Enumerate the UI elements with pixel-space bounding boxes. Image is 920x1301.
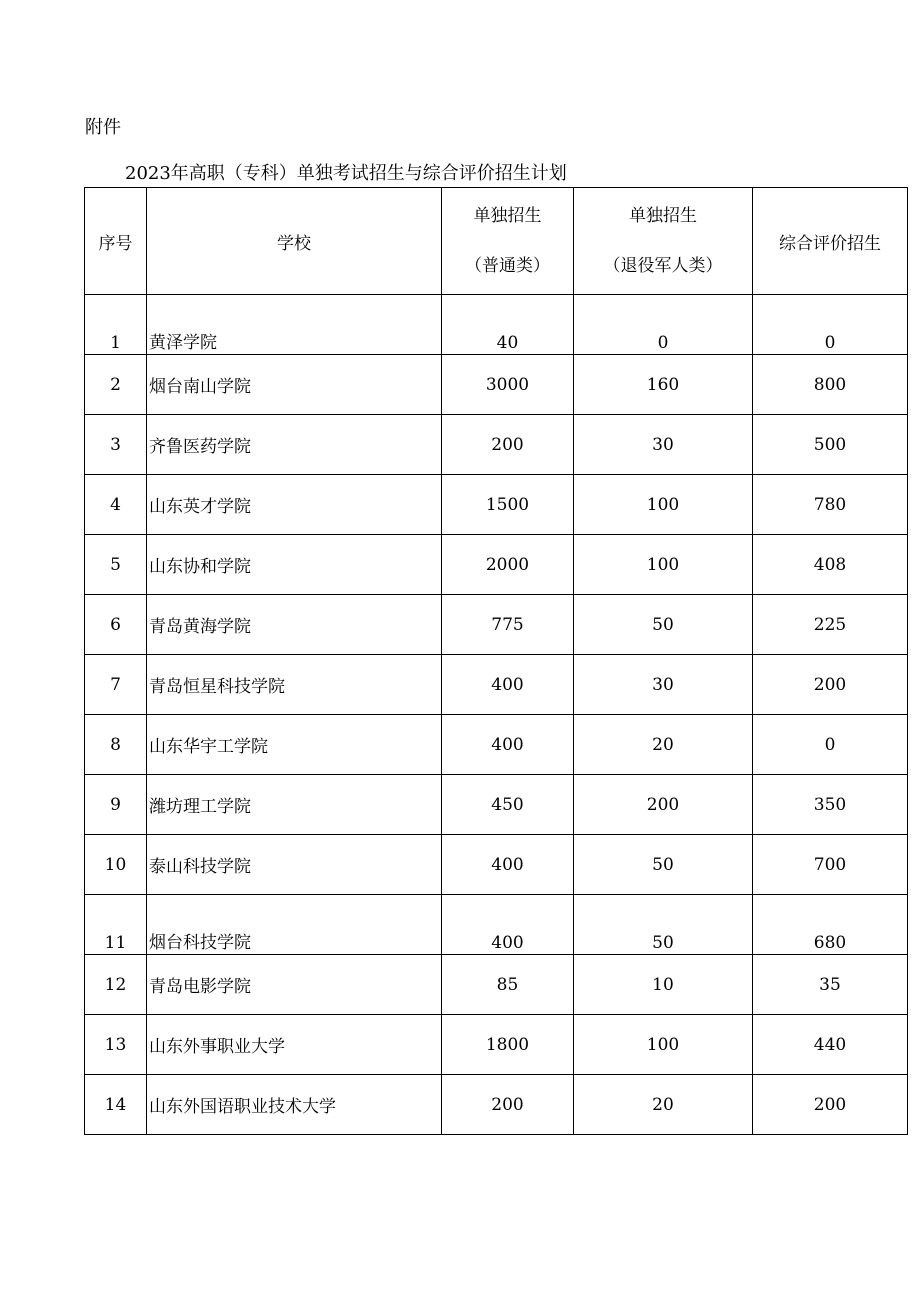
cell-independent-veteran: 100 (574, 535, 753, 595)
cell-school-name: 山东华宇工学院 (147, 715, 442, 775)
cell-serial-number: 13 (85, 1015, 147, 1075)
cell-independent-general: 85 (442, 955, 574, 1015)
cell-serial-number: 10 (85, 835, 147, 895)
cell-independent-veteran: 100 (574, 1015, 753, 1075)
cell-independent-general: 200 (442, 415, 574, 475)
cell-comprehensive-evaluation: 350 (753, 775, 908, 835)
cell-comprehensive-evaluation: 200 (753, 1075, 908, 1135)
table-row (85, 595, 908, 655)
cell-serial-number: 5 (85, 535, 147, 595)
cell-independent-general: 450 (442, 775, 574, 835)
cell-comprehensive-evaluation: 700 (753, 835, 908, 895)
cell-independent-general: 400 (442, 655, 574, 715)
cell-independent-veteran: 20 (574, 715, 753, 775)
cell-comprehensive-evaluation: 500 (753, 415, 908, 475)
cell-independent-veteran: 30 (574, 655, 753, 715)
table-row (85, 475, 908, 535)
cell-independent-veteran: 50 (574, 895, 753, 955)
cell-independent-veteran: 30 (574, 415, 753, 475)
table-row (85, 955, 908, 1015)
cell-school-name: 山东协和学院 (147, 535, 442, 595)
cell-school-name: 烟台科技学院 (147, 895, 442, 955)
cell-serial-number: 12 (85, 955, 147, 1015)
cell-serial-number: 14 (85, 1075, 147, 1135)
cell-independent-general: 1800 (442, 1015, 574, 1075)
cell-comprehensive-evaluation: 800 (753, 355, 908, 415)
header-independent-veteran-line1: 单独招生 (629, 206, 697, 226)
cell-school-name: 青岛恒星科技学院 (147, 655, 442, 715)
cell-independent-veteran: 20 (574, 1075, 753, 1135)
cell-comprehensive-evaluation: 440 (753, 1015, 908, 1075)
cell-independent-general: 400 (442, 835, 574, 895)
cell-independent-general: 1500 (442, 475, 574, 535)
table-row (85, 775, 908, 835)
table-row (85, 415, 908, 475)
cell-serial-number: 1 (85, 295, 147, 355)
cell-serial-number: 4 (85, 475, 147, 535)
cell-independent-veteran: 160 (574, 355, 753, 415)
cell-comprehensive-evaluation: 200 (753, 655, 908, 715)
enrollment-plan-table (84, 187, 908, 1135)
cell-independent-veteran: 10 (574, 955, 753, 1015)
table-row (85, 1075, 908, 1135)
table-row (85, 295, 908, 355)
cell-comprehensive-evaluation: 35 (753, 955, 908, 1015)
cell-independent-general: 775 (442, 595, 574, 655)
cell-serial-number: 7 (85, 655, 147, 715)
cell-comprehensive-evaluation: 0 (753, 295, 908, 355)
header-school: 学校 (147, 188, 442, 295)
header-independent-general-line1: 单独招生 (473, 206, 542, 226)
cell-independent-veteran: 100 (574, 475, 753, 535)
header-independent-general-line2: （普通类） (465, 256, 550, 276)
cell-school-name: 烟台南山学院 (147, 355, 442, 415)
table-row (85, 535, 908, 595)
cell-comprehensive-evaluation: 680 (753, 895, 908, 955)
header-independent-veteran (574, 188, 753, 295)
table-row (85, 655, 908, 715)
cell-school-name: 山东外事职业大学 (147, 1015, 442, 1075)
cell-comprehensive-evaluation: 225 (753, 595, 908, 655)
cell-school-name: 山东英才学院 (147, 475, 442, 535)
cell-school-name: 山东外国语职业技术大学 (147, 1075, 442, 1135)
table-row (85, 1015, 908, 1075)
cell-serial-number: 2 (85, 355, 147, 415)
table-row (85, 715, 908, 775)
cell-school-name: 齐鲁医药学院 (147, 415, 442, 475)
cell-independent-veteran: 0 (574, 295, 753, 355)
cell-serial-number: 6 (85, 595, 147, 655)
cell-serial-number: 3 (85, 415, 147, 475)
cell-independent-general: 400 (442, 895, 574, 955)
cell-school-name: 青岛黄海学院 (147, 595, 442, 655)
cell-comprehensive-evaluation: 780 (753, 475, 908, 535)
table-header-row (85, 188, 908, 295)
cell-independent-general: 40 (442, 295, 574, 355)
cell-independent-veteran: 50 (574, 595, 753, 655)
cell-independent-general: 2000 (442, 535, 574, 595)
header-comprehensive-evaluation: 综合评价招生 (753, 188, 908, 295)
header-independent-general (442, 188, 574, 295)
cell-serial-number: 11 (85, 895, 147, 955)
cell-comprehensive-evaluation: 0 (753, 715, 908, 775)
cell-school-name: 黄泽学院 (147, 295, 442, 355)
table-row (85, 835, 908, 895)
table-body (85, 295, 908, 1135)
cell-independent-general: 400 (442, 715, 574, 775)
attachment-label: 附件 (85, 117, 121, 138)
cell-independent-veteran: 200 (574, 775, 753, 835)
header-serial-number: 序号 (85, 188, 147, 295)
table-row (85, 895, 908, 955)
header-independent-veteran-line2: （退役军人类） (603, 256, 723, 276)
cell-school-name: 泰山科技学院 (147, 835, 442, 895)
cell-independent-general: 200 (442, 1075, 574, 1135)
cell-serial-number: 8 (85, 715, 147, 775)
cell-serial-number: 9 (85, 775, 147, 835)
cell-school-name: 青岛电影学院 (147, 955, 442, 1015)
cell-comprehensive-evaluation: 408 (753, 535, 908, 595)
cell-school-name: 潍坊理工学院 (147, 775, 442, 835)
cell-independent-general: 3000 (442, 355, 574, 415)
table-row (85, 355, 908, 415)
cell-independent-veteran: 50 (574, 835, 753, 895)
document-title: 2023年高职（专科）单独考试招生与综合评价招生计划 (125, 163, 567, 184)
